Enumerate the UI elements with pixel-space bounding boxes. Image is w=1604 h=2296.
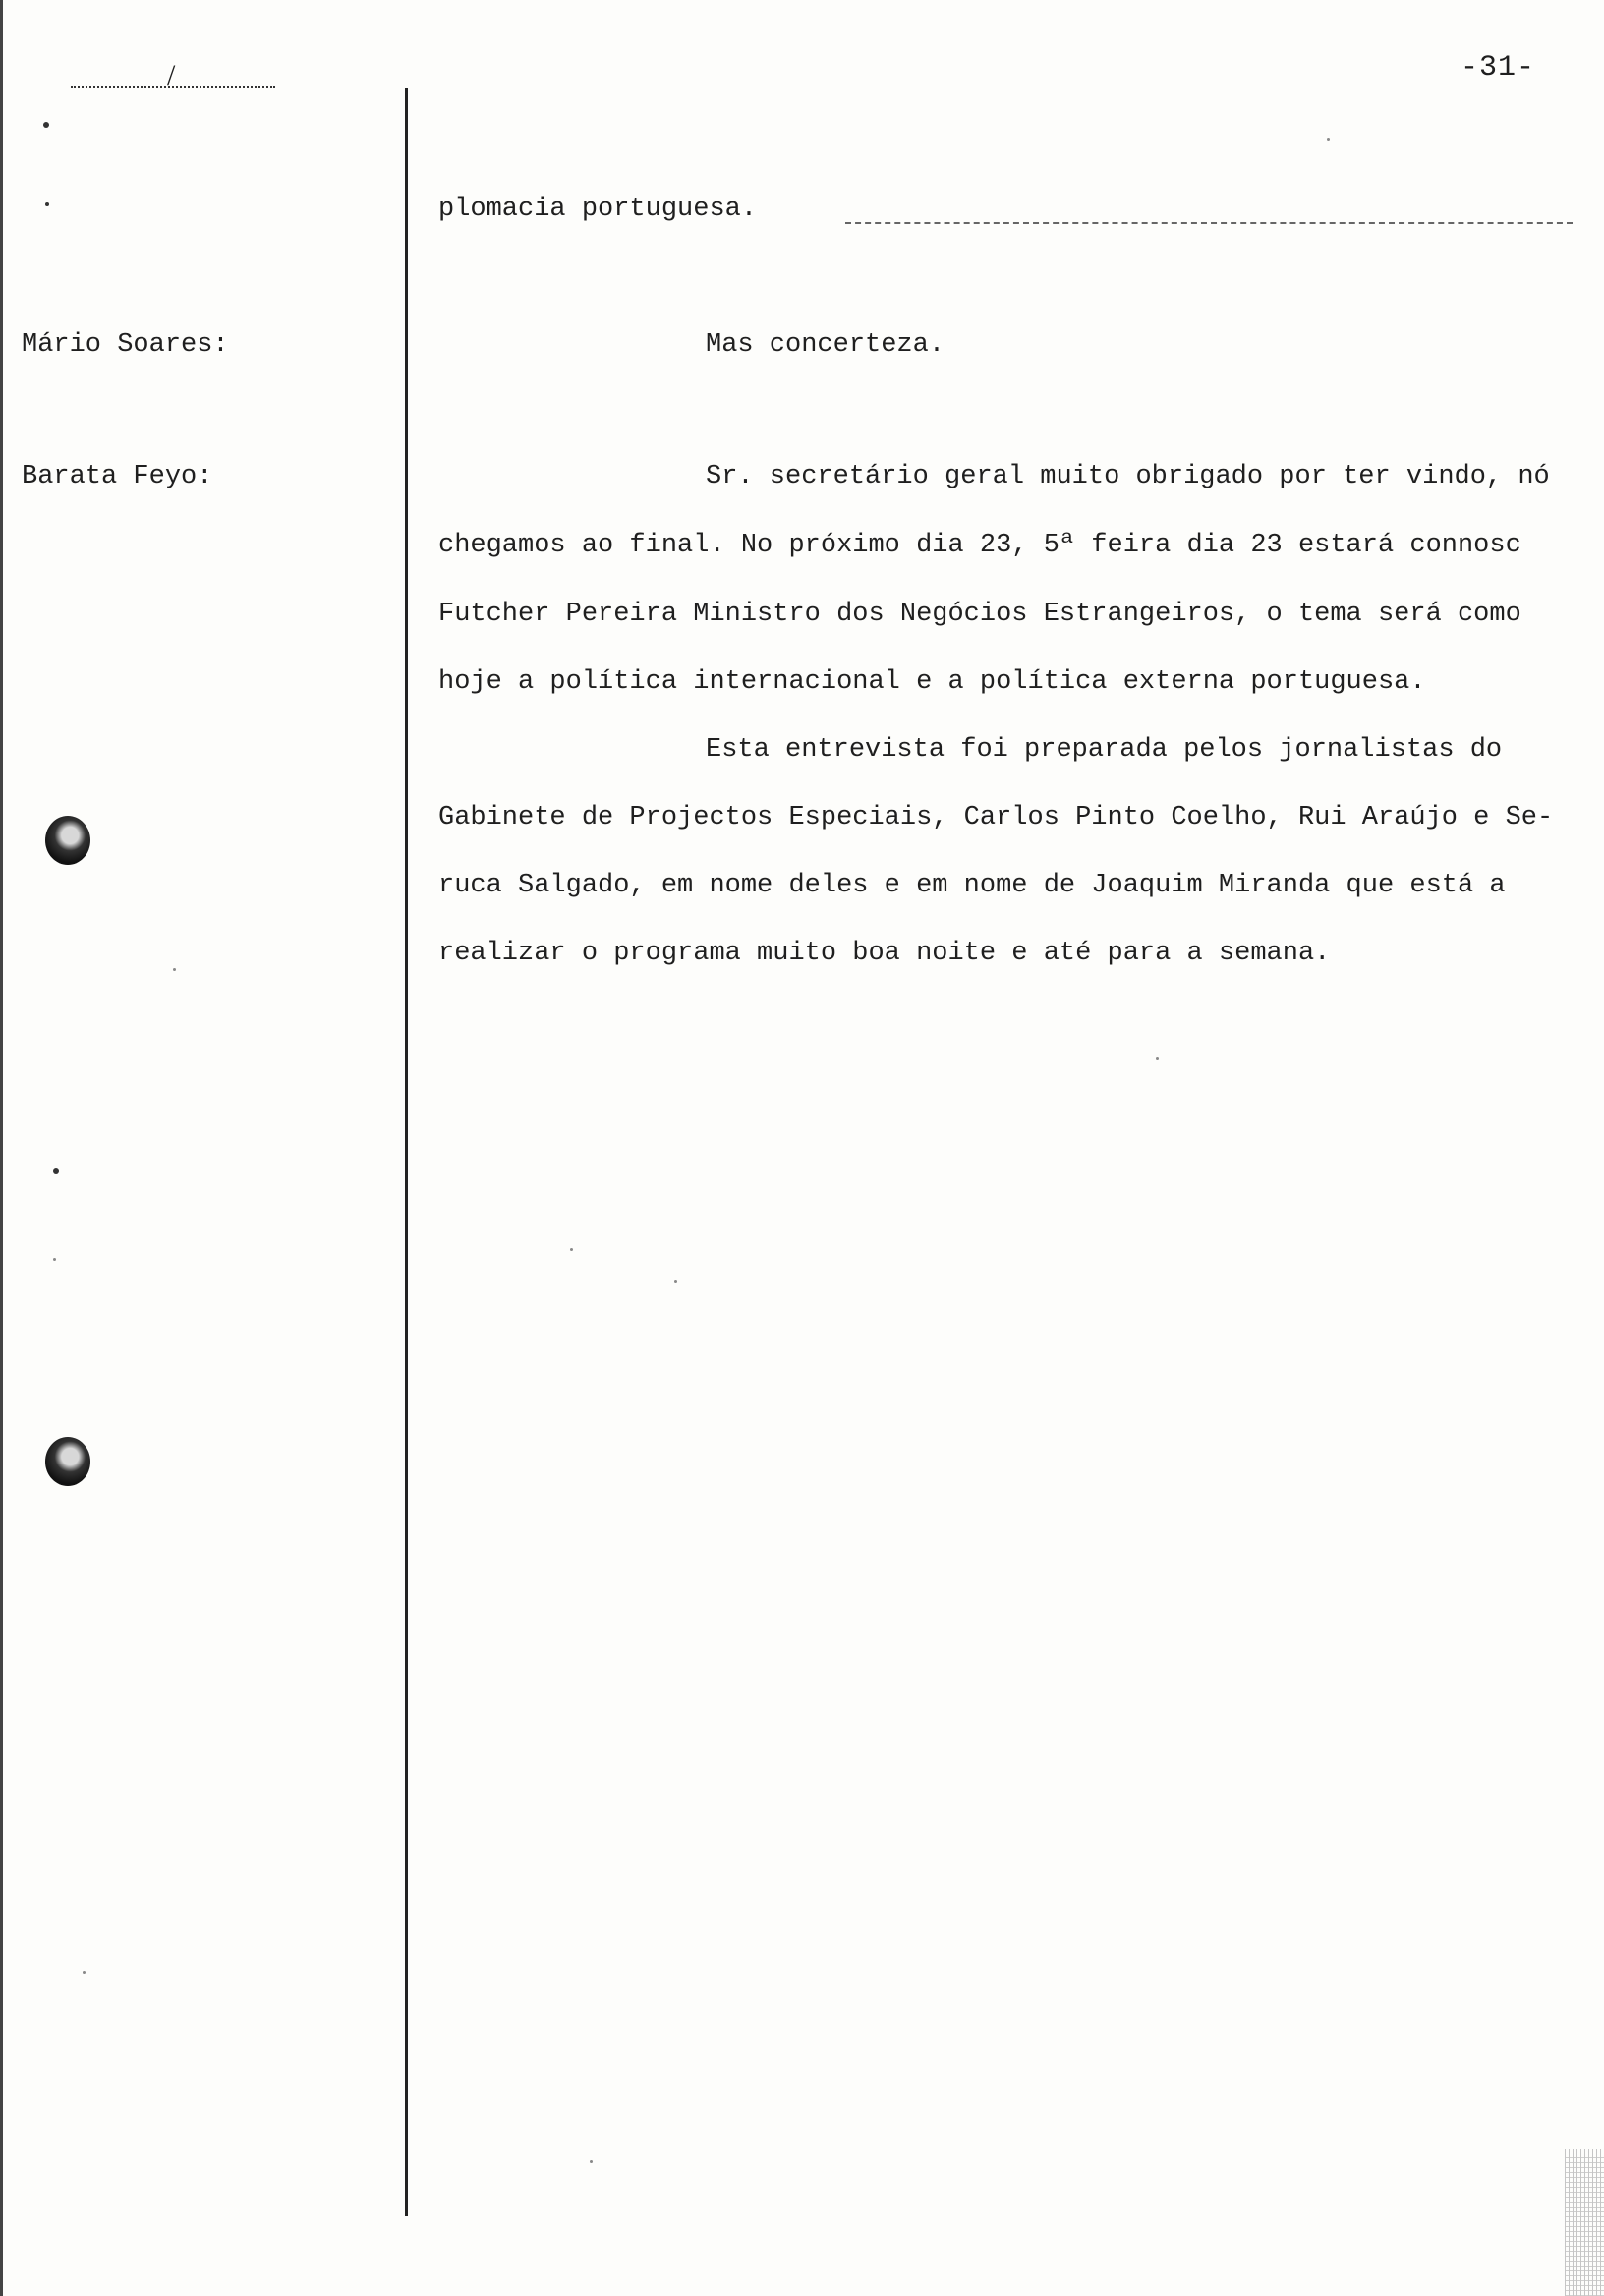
scan-speck: [1327, 138, 1330, 141]
transcript-line: hoje a política internacional e a política externa portuguesa.: [438, 667, 1426, 697]
transcript-line: Sr. secretário geral muito obrigado por ter vindo, nó: [706, 462, 1550, 491]
scan-speck: [570, 1248, 573, 1251]
scan-speck: [45, 202, 49, 206]
transcript-line: chegamos ao final. No próximo dia 23, 5ª feira dia 23 estará connosc: [438, 531, 1521, 560]
dashed-fill-rule: [845, 222, 1573, 224]
signature-slash: /: [167, 59, 176, 91]
speaker-label-mario-soares: Mário Soares:: [22, 330, 229, 360]
transcript-line: Mas concerteza.: [706, 330, 945, 360]
scan-speck: [43, 122, 49, 128]
punch-hole: [45, 816, 90, 865]
transcript-line: Esta entrevista foi preparada pelos jornalistas do: [706, 735, 1503, 765]
scan-edge-noise: [1565, 2149, 1604, 2296]
transcript-line: ruca Salgado, em nome deles e em nome de Joaquim Miranda que está a: [438, 871, 1506, 900]
transcript-line: plomacia portuguesa.: [438, 195, 758, 224]
scan-speck: [674, 1280, 677, 1283]
scan-speck: [1156, 1057, 1159, 1060]
transcript-line: Gabinete de Projectos Especiais, Carlos Pinto Coelho, Rui Araújo e Se-: [438, 803, 1554, 832]
speaker-label-barata-feyo: Barata Feyo:: [22, 462, 213, 491]
punch-hole: [45, 1437, 90, 1486]
transcript-line: Futcher Pereira Ministro dos Negócios Estrangeiros, o tema será como: [438, 600, 1521, 629]
page-left-edge: [0, 0, 3, 2296]
scan-speck: [53, 1168, 59, 1174]
signature-line: [71, 57, 275, 96]
scan-speck: [53, 1258, 56, 1261]
page-number: -31-: [1461, 51, 1536, 85]
transcript-line: realizar o programa muito boa noite e até para a semana.: [438, 939, 1331, 968]
margin-rule: [405, 88, 408, 2216]
scan-speck: [83, 1971, 86, 1974]
scan-speck: [590, 2160, 593, 2163]
scan-speck: [173, 968, 176, 971]
